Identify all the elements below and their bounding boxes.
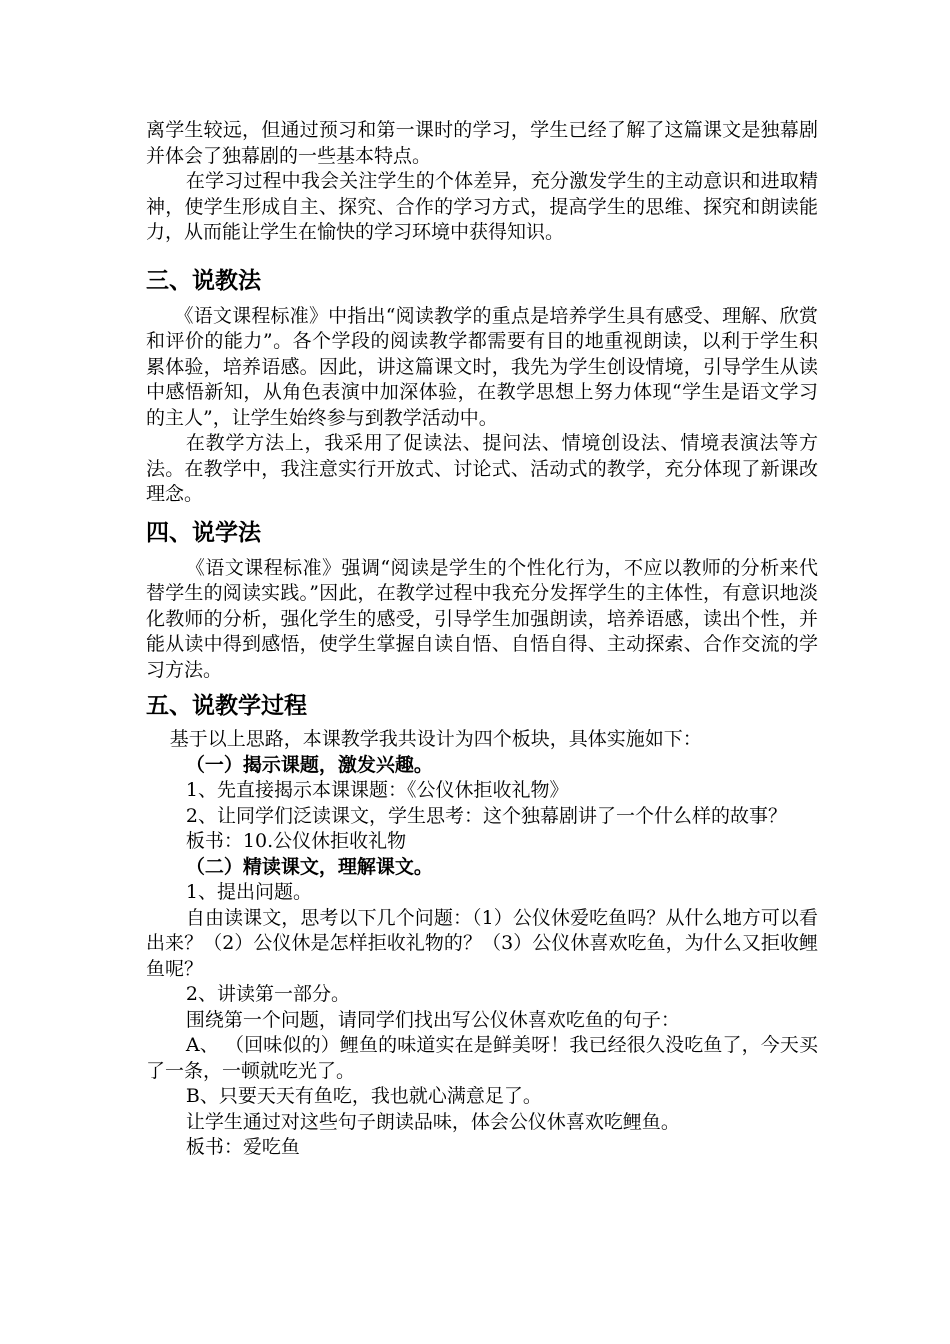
section-heading-3: 三、说教法 bbox=[146, 267, 261, 294]
list-item: 1、先直接揭示本课课题：《公仪休拒收礼物》 bbox=[185, 779, 569, 801]
paragraph: 离学生较远，但通过预习和第一课时的学习，学生已经了解了这篇课文是独幕剧并体会了独幕剧的一些基本特点。 bbox=[146, 119, 818, 167]
paragraph: 《语文课程标准》中指出“阅读教学的重点是培养学生具有感受、理解、欣赏和评价的能力”。各个学段的阅读教学都需要有目的地重视朗读，以利于学生积累体验，培养语感。因此，讲这篇课文时，我先为学生创设情境，引导学生从读中感悟新知，从角色表演中加深体验，在教学思想上努力体现“学生是语文学习的主人”，让学生始终参与到教学活动中。 bbox=[146, 304, 818, 429]
list-item: 自由读课文，思考以下几个问题：（1）公仪休爱吃鱼吗？从什么地方可以看出来？（2）公仪休是怎样拒收礼物的？（3）公仪休喜欢吃鱼，为什么又拒收鲤鱼呢？ bbox=[146, 906, 818, 980]
list-item: 围绕第一个问题，请同学们找出写公仪休喜欢吃鱼的句子： bbox=[185, 1008, 680, 1031]
list-item: 让学生通过对这些句子朗读品味，体会公仪休喜欢吃鲤鱼。 bbox=[185, 1110, 680, 1133]
subsection-title-1: （一）揭示课题，激发兴趣。 bbox=[185, 753, 433, 776]
section-heading-5: 五、说教学过程 bbox=[146, 693, 307, 719]
section-heading-4: 四、说学法 bbox=[146, 519, 261, 546]
paragraph: 《语文课程标准》强调“阅读是学生的个性化行为，不应以教师的分析来代替学生的阅读实践。”因此，在教学过程中我充分发挥学生的主体性，有意识地淡化教师的分析，强化学生的感受，引导学生加强朗读，培养语感，读出个性，并能从读中得到感悟，使学生掌握自读自悟、自悟自得、主动探索、合作交流的学习方法。 bbox=[146, 556, 818, 681]
list-item: 2、让同学们泛读课文，学生思考：这个独幕剧讲了一个什么样的故事？ bbox=[185, 804, 787, 827]
list-item: 板书：10.公仪休拒收礼物 bbox=[185, 830, 407, 852]
list-item: 2、讲读第一部分。 bbox=[185, 983, 350, 1005]
list-item: B、只要天天有鱼吃，我也就心满意足了。 bbox=[185, 1085, 542, 1107]
list-item: 板书：爱吃鱼 bbox=[185, 1136, 300, 1158]
subsection-title-2: （二）精读课文，理解课文。 bbox=[185, 855, 433, 878]
paragraph: 基于以上思路，本课教学我共设计为四个板块，具体实施如下： bbox=[169, 728, 702, 750]
paragraph: 在教学方法上，我采用了促读法、提问法、情境创设法、情境表演法等方法。在教学中，我注意实行开放式、讨论式、活动式的教学，充分体现了新课改理念。 bbox=[146, 432, 818, 505]
paragraph: 在学习过程中我会关注学生的个体差异，充分激发学生的主动意识和进取精神，使学生形成自主、探究、合作的学习方式，提高学生的思维、探究和朗读能力，从而能让学生在愉快的学习环境中获得知识。 bbox=[146, 170, 818, 243]
document-body bbox=[146, 118, 818, 1161]
list-item: A、 （回味似的）鲤鱼的味道实在是鲜美呀！我已经很久没吃鱼了，今天买了一条，一顿就吃光了。 bbox=[146, 1034, 818, 1082]
list-item: 1、提出问题。 bbox=[185, 881, 312, 903]
